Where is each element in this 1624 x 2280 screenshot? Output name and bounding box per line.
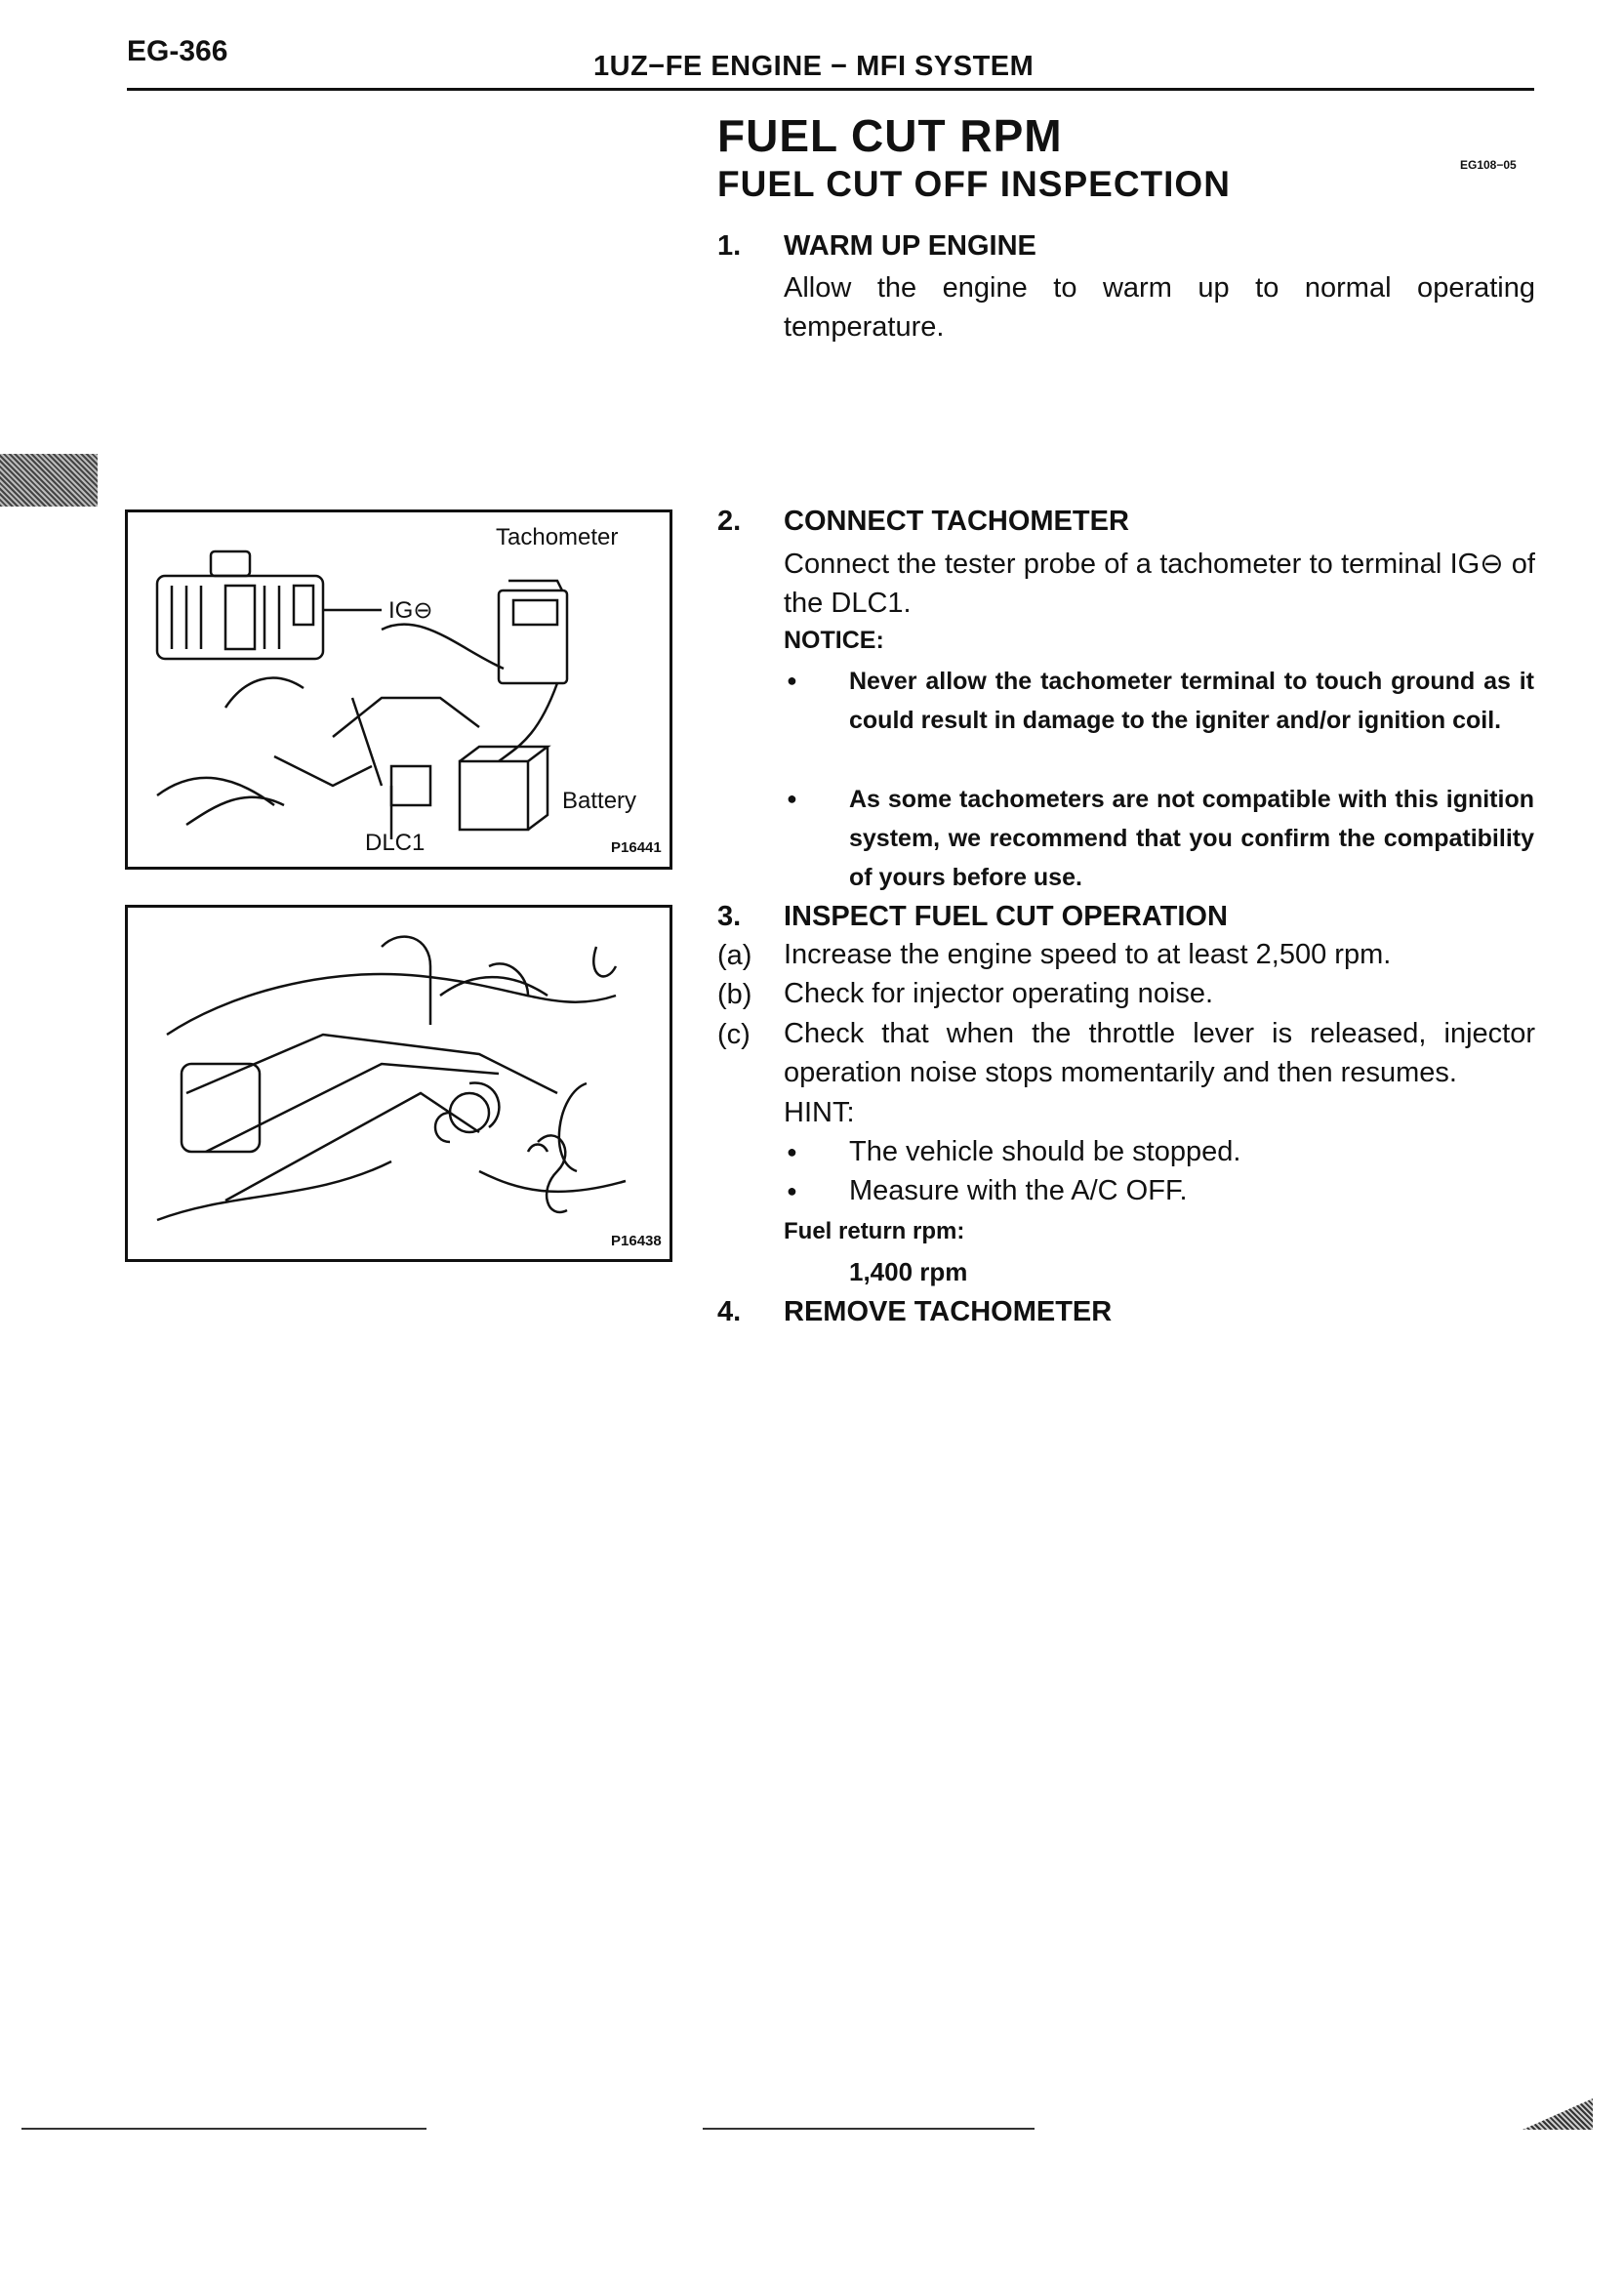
step-text: Allow the engine to warm up to normal operating temperature. [784, 272, 1535, 343]
figure-tachometer-connection [125, 509, 672, 870]
hint-label: HINT: [784, 1097, 855, 1128]
step-title: WARM UP ENGINE [784, 230, 1036, 262]
bullet-icon: ● [787, 789, 797, 808]
doc-code: EG108−05 [1460, 158, 1517, 172]
bullet-icon: ● [787, 1142, 797, 1161]
substep-label: (a) [717, 940, 752, 971]
hint-text: Measure with the A/C OFF. [849, 1175, 1188, 1206]
footer-rule-left [21, 2128, 426, 2130]
step-title: CONNECT TACHOMETER [784, 506, 1129, 537]
figure-code: P16441 [611, 839, 662, 856]
section-title: 1UZ−FE ENGINE − MFI SYSTEM [593, 51, 1035, 82]
substep-text: Check for injector operating noise. [784, 978, 1214, 1009]
substep-text: Check that when the throttle lever is released, injector operation noise stops momentarily and then resumes. [784, 1018, 1535, 1088]
notice-text: As some tachometers are not compatible with this ignition system, we recommend that you confirm the compatibility of yours before use. [849, 786, 1534, 891]
page-code: EG-366 [127, 35, 228, 67]
substep-label: (c) [717, 1019, 751, 1050]
hint-text: The vehicle should be stopped. [849, 1136, 1241, 1167]
tachometer-label: Tachometer [496, 524, 619, 550]
step-text: Connect the tester probe of a tachometer to terminal IG⊖ of the DLC1. [784, 549, 1535, 619]
footer-rule-center [703, 2128, 1035, 2130]
step-number: 3. [717, 901, 742, 932]
side-tab-eg [0, 454, 98, 507]
spec-value: 1,400 rpm [849, 1257, 968, 1286]
notice-label: NOTICE: [784, 627, 884, 654]
injector-illustration [128, 908, 670, 1259]
step-title: REMOVE TACHOMETER [784, 1296, 1113, 1327]
header-rule [127, 88, 1534, 91]
footer-corner-mark [1522, 2098, 1593, 2130]
page-subtitle: FUEL CUT OFF INSPECTION [717, 164, 1231, 204]
bullet-icon: ● [787, 671, 797, 690]
bullet-icon: ● [787, 1181, 797, 1201]
battery-label: Battery [562, 788, 637, 814]
substep-label: (b) [717, 979, 752, 1010]
figure-injector-noise [125, 905, 672, 1262]
ig-terminal-label: IG⊖ [388, 597, 433, 624]
step-number: 1. [717, 230, 742, 262]
dlc1-label: DLC1 [365, 830, 426, 856]
page-title: FUEL CUT RPM [717, 110, 1063, 161]
step-number: 2. [717, 506, 742, 537]
notice-text: Never allow the tachometer terminal to touch ground as it could result in damage to the igniter and/or ignition coil. [849, 668, 1534, 734]
spec-label: Fuel return rpm: [784, 1218, 965, 1244]
substep-text: Increase the engine speed to at least 2,500 rpm. [784, 939, 1392, 970]
step-title: INSPECT FUEL CUT OPERATION [784, 901, 1228, 932]
step-number: 4. [717, 1296, 742, 1327]
figure-code: P16438 [611, 1233, 662, 1249]
